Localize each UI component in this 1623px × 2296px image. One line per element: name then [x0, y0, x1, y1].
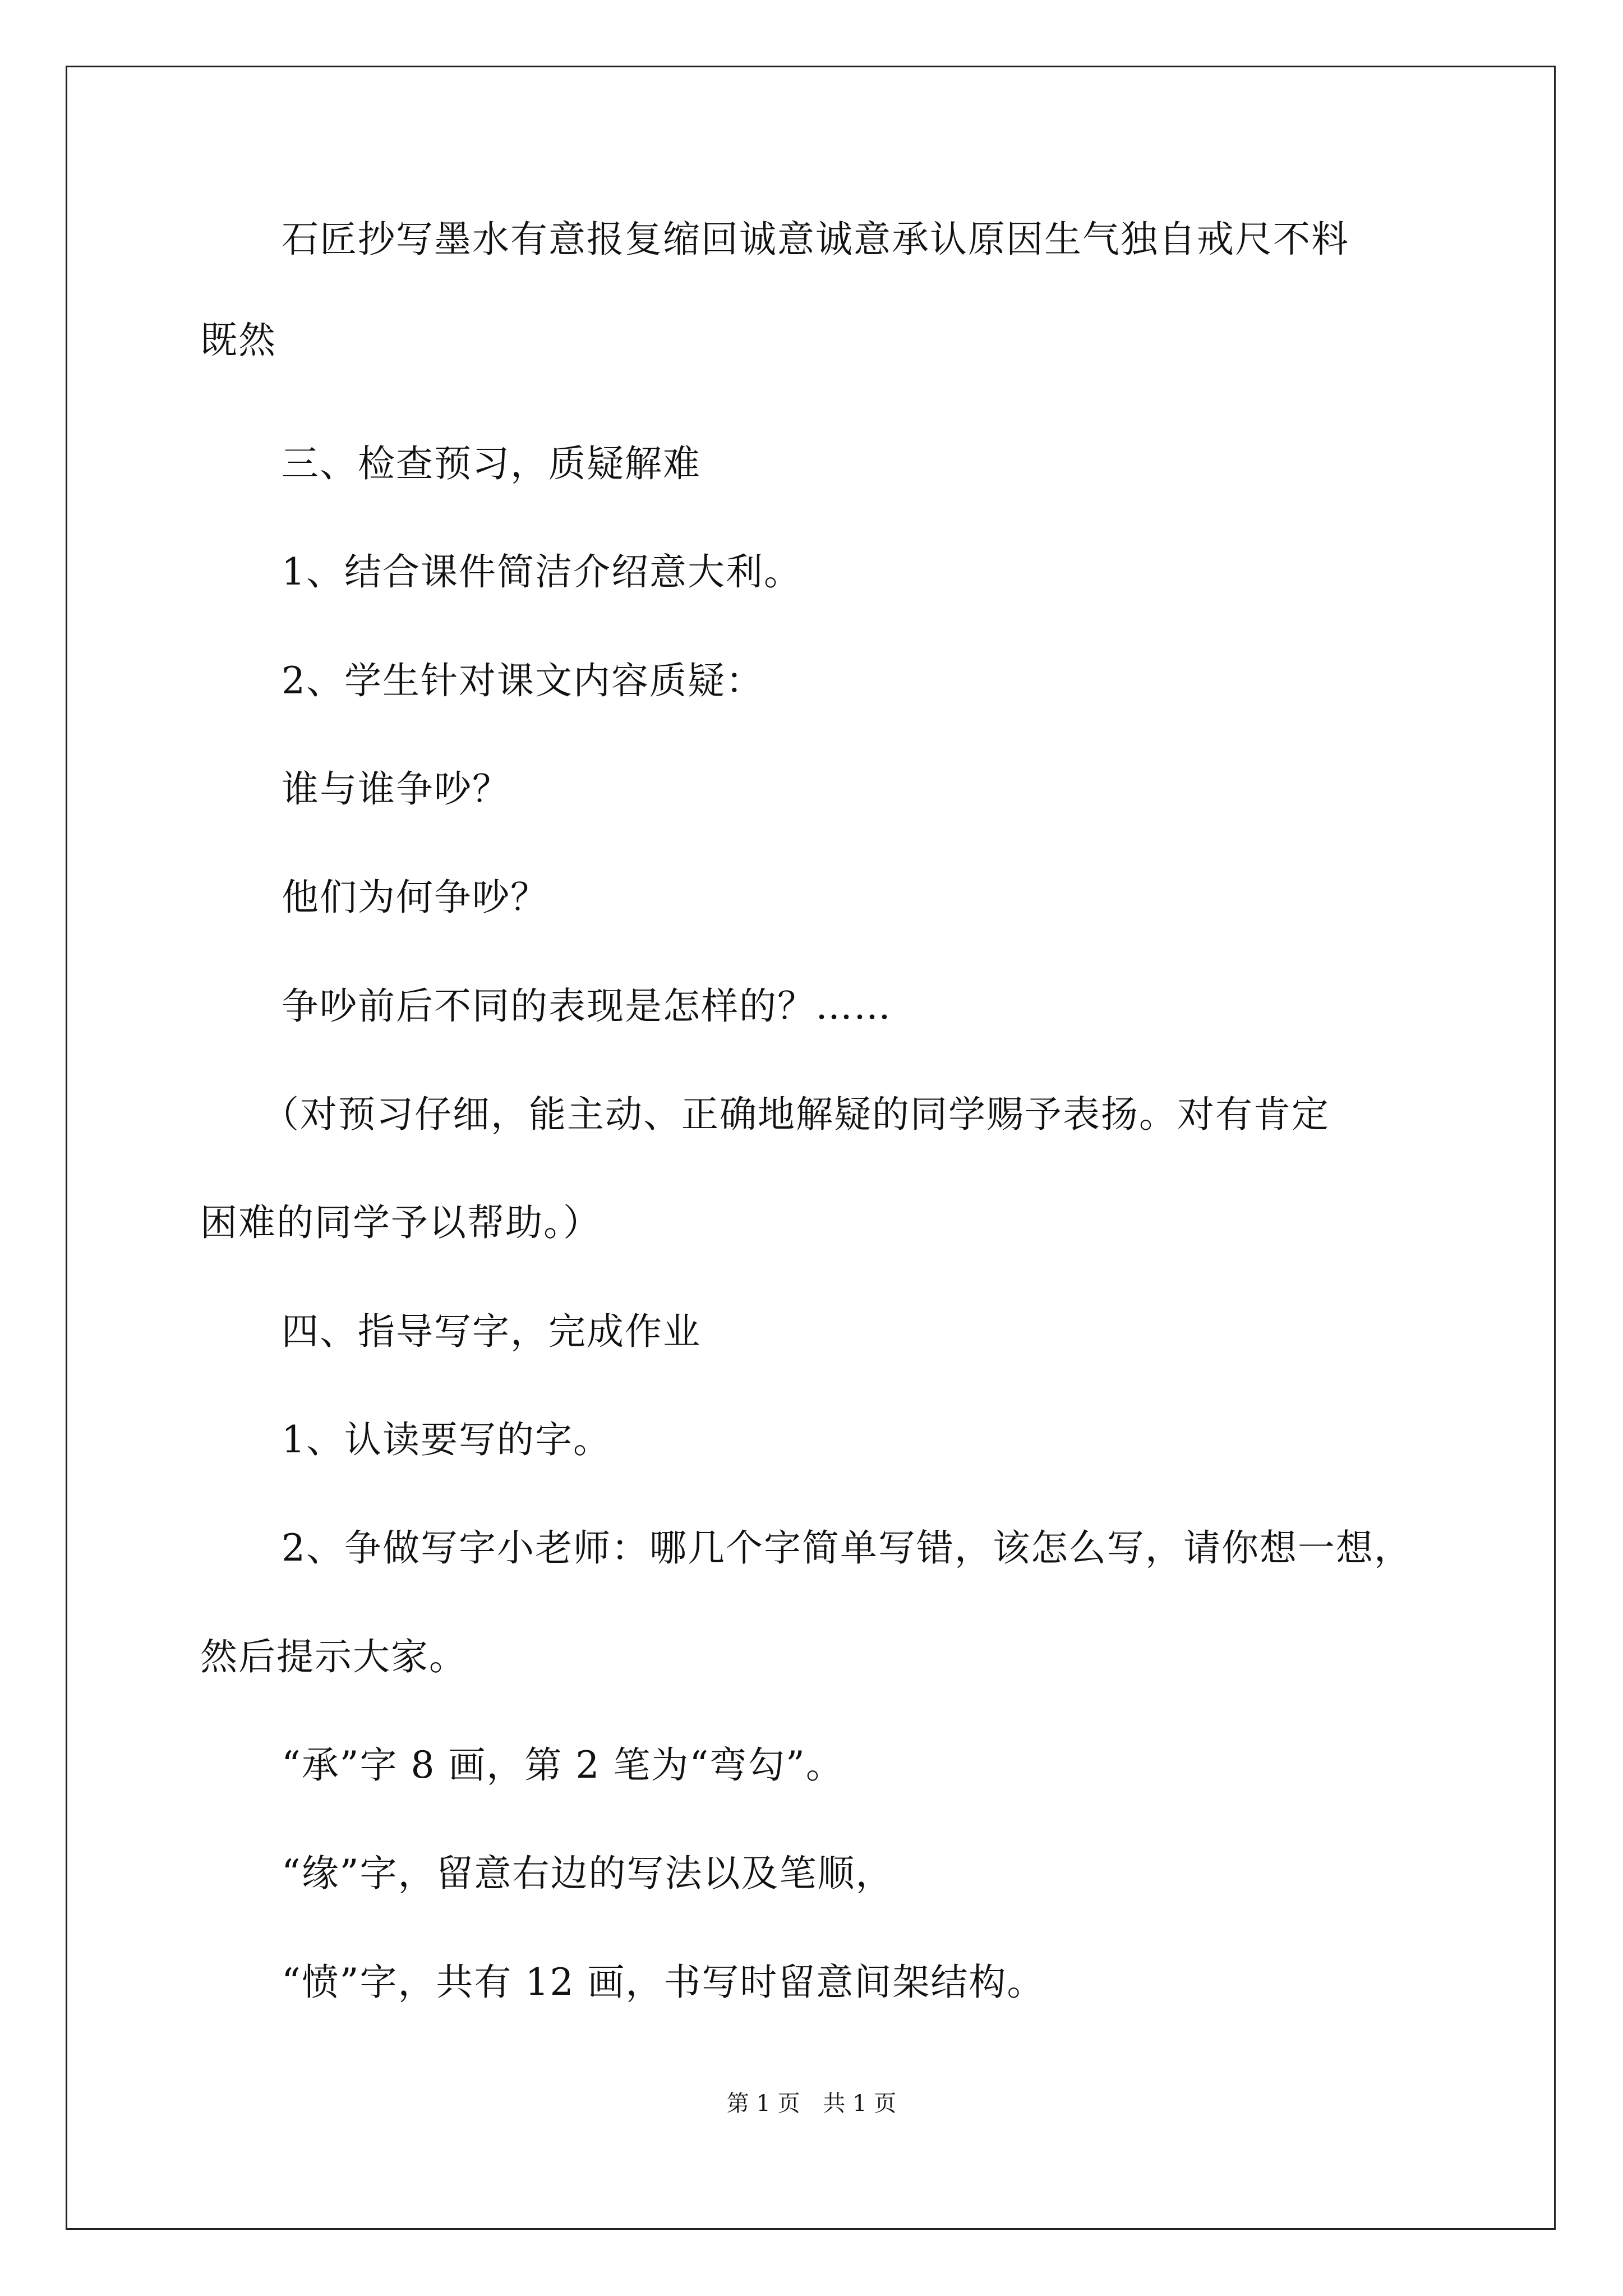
body-line: 他们为何争吵？	[282, 876, 548, 919]
body-line: 2、争做写字小老师：哪几个字简单写错，该怎么写，请你想一想，	[282, 1526, 1412, 1570]
body-line: 谁与谁争吵？	[282, 767, 510, 811]
page-border	[66, 66, 1556, 2230]
body-line: 1、结合课件简洁介绍意大利。	[282, 550, 802, 593]
section-heading: 三、检查预习，质疑解难	[282, 442, 701, 485]
body-line: 争吵前后不同的表现是怎样的？……	[282, 984, 892, 1028]
body-line: （对预习仔细，能主动、正确地解疑的同学赐予表扬。对有肯定	[262, 1093, 1330, 1136]
body-line: “缘”字，留意右边的写法以及笔顺，	[282, 1852, 894, 1895]
section-heading: 四、指导写字，完成作业	[282, 1310, 701, 1353]
body-line: “愤”字，共有 12 画，书写时留意间架结构。	[282, 1961, 1045, 2004]
body-line: 1、认读要写的字。	[282, 1418, 611, 1461]
page-number: 第 1 页	[726, 2091, 800, 2116]
body-line: 石匠抄写墨水有意报复缩回诚意诚意承认原因生气独自戒尺不料	[282, 218, 1349, 261]
page-total: 共 1 页	[823, 2091, 897, 2116]
body-line: 2、学生针对课文内容质疑：	[282, 659, 764, 702]
body-line: 然后提示大家。	[200, 1635, 467, 1678]
body-line: 困难的同学予以帮助。）	[200, 1201, 601, 1244]
body-line: 既然	[200, 319, 276, 362]
page-footer	[0, 2088, 1623, 2119]
body-line: “承”字 8 画，第 2 笔为“弯勾”。	[282, 1743, 844, 1787]
